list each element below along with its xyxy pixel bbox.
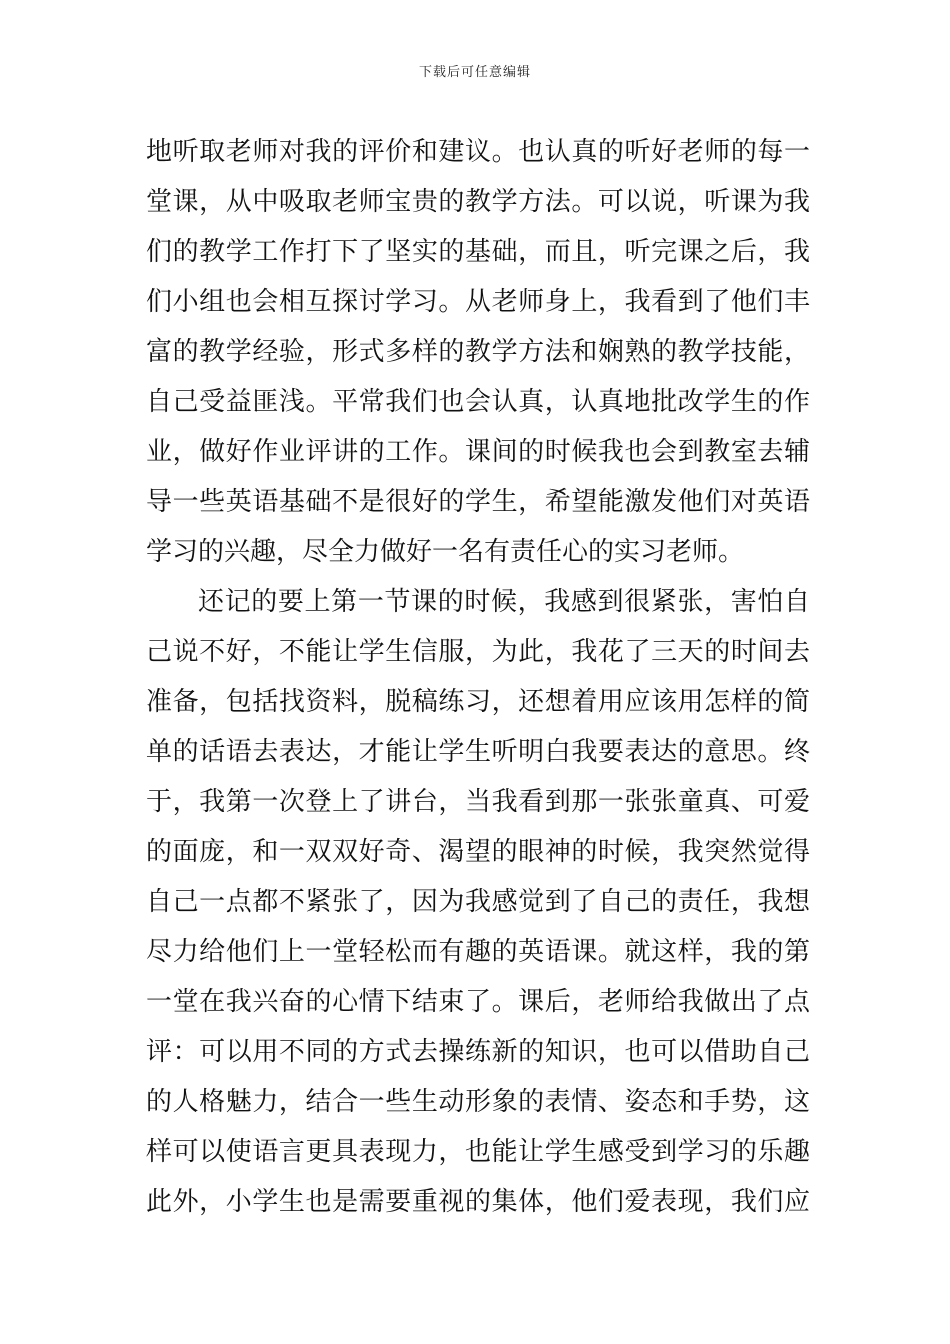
text-line: 业，做好作业评讲的工作。课间的时候我也会到教室去辅 [146,437,810,467]
text-line: 自己一点都不紧张了，因为我感觉到了自己的责任，我想 [146,887,810,917]
text-line: 评：可以用不同的方式去操练新的知识，也可以借助自己 [146,1037,810,1067]
text-line: 们的教学工作打下了坚实的基础，而且，听完课之后，我 [146,237,810,267]
paragraph-first-line: 还记的要上第一节课的时候，我感到很紧张，害怕自 [198,587,810,617]
text-line: 的面庞，和一双双好奇、渴望的眼神的时候，我突然觉得 [146,837,810,867]
text-line: 学习的兴趣，尽全力做好一名有责任心的实习老师。 [146,537,745,567]
text-line: 自己受益匪浅。平常我们也会认真，认真地批改学生的作 [146,387,810,417]
body-text [146,127,810,1227]
text-line: 堂课，从中吸取老师宝贵的教学方法。可以说，听课为我 [146,187,810,217]
text-line: 此外，小学生也是需要重视的集体，他们爱表现，我们应 [146,1187,810,1217]
text-line: 单的话语去表达，才能让学生听明白我要表达的意思。终 [146,737,810,767]
text-line: 样可以使语言更具表现力，也能让学生感受到学习的乐趣 [146,1137,810,1167]
page-header: 下载后可任意编辑 [418,65,531,80]
text-line: 一堂在我兴奋的心情下结束了。课后，老师给我做出了点 [146,987,810,1017]
text-line: 己说不好，不能让学生信服，为此，我花了三天的时间去 [146,637,810,667]
text-line: 准备，包括找资料，脱稿练习，还想着用应该用怎样的简 [146,687,810,717]
text-line: 地听取老师对我的评价和建议。也认真的听好老师的每一 [146,137,810,167]
text-line: 于，我第一次登上了讲台，当我看到那一张张童真、可爱 [146,787,810,817]
text-line: 的人格魅力，结合一些生动形象的表情、姿态和手势，这 [146,1087,810,1117]
text-line: 导一些英语基础不是很好的学生，希望能激发他们对英语 [146,487,810,517]
text-line: 们小组也会相互探讨学习。从老师身上，我看到了他们丰 [146,287,810,317]
text-line: 富的教学经验，形式多样的教学方法和娴熟的教学技能， [146,337,810,367]
text-line: 尽力给他们上一堂轻松而有趣的英语课。就这样，我的第 [146,937,810,967]
